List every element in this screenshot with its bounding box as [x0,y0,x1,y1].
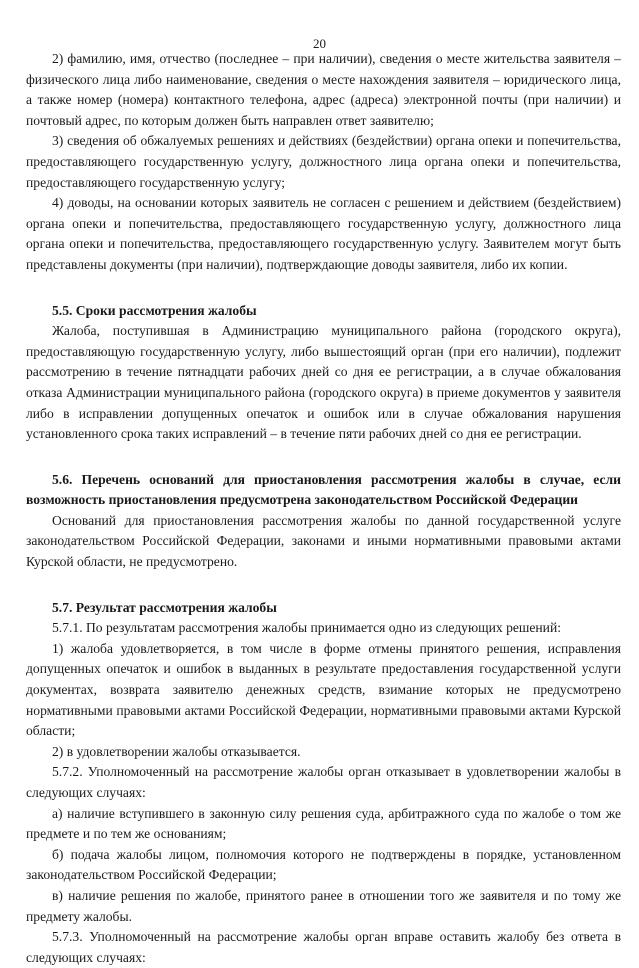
paragraph-refusal-b: б) подача жалобы лицом, полномочия которого не подтверждены в порядке, установленном законодательством Российской Федерации; [26,846,621,883]
paragraph-decision-1: 1) жалоба удовлетворяется, в том числе в форме отмены принятого решения, исправления допущенных опечаток и ошибок в выданных в результате предоставления государственной услуги документах, возврата заявителю денежных средств, взимание которых не предусмотрено нормативными правовыми актами Российской Федерации, нормативными правовыми актами Курской области; [26,640,621,739]
paragraph-5-7-2: 5.7.2. Уполномоченный на рассмотрение жалобы орган отказывает в удовлетворении жалобы в следующих случаях: [26,764,621,800]
paragraph-5-7-3: 5.7.3. Уполномоченный на рассмотрение жалобы орган вправе оставить жалобу без ответа в следующих случаях: [26,929,621,965]
paragraph-decision-2: 2) в удовлетворении жалобы отказывается. [52,743,301,759]
spacer [26,276,621,301]
spacer [26,445,621,470]
paragraph-item-3: 3) сведения об обжалуемых решениях и действиях (бездействии) органа опеки и попечительства, предоставляющего государственную услугу, должностного лица органа опеки и попечительства, предоставляющего государственную услугу; [26,133,621,190]
page-number: 20 [313,36,326,51]
section-heading-5-7: 5.7. Результат рассмотрения жалобы [52,599,277,615]
spacer [26,573,621,598]
section-heading-5-6: 5.6. Перечень оснований для приостановления рассмотрения жалобы в случае, если возможность приостановления предусмотрена законодательством Российской Федерации [26,471,621,508]
paragraph-refusal-c: в) наличие решения по жалобе, принятого ранее в отношении того же заявителя и по тому же предмету жалобы. [26,887,621,924]
paragraph-item-2: 2) фамилию, имя, отчество (последнее – при наличии), сведения о месте жительства заявителя – физического лица либо наименование, сведения о месте нахождения заявителя – юридического лица, а также номер (номера) контактного телефона, адрес (адреса) электронной почты (при наличии) и почтовый адрес, по которым должен быть направлен ответ заявителю; [26,51,621,128]
paragraph-5-7-1: 5.7.1. По результатам рассмотрения жалобы принимается одно из следующих решений: [52,620,562,636]
section-heading-5-5: 5.5. Сроки рассмотрения жалобы [52,302,257,318]
paragraph-item-4: 4) доводы, на основании которых заявитель не согласен с решением и действием (бездействием) органа опеки и попечительства, предоставляющего государственную услугу, должностного лица органа опеки и попечительства, предоставляющего государственную услугу. Заявителем могут быть представлены документы (при наличии), подтверждающие доводы заявителя, либо их копии. [26,195,621,272]
paragraph-suspension-grounds: Оснований для приостановления рассмотрения жалобы по данной государственной услуге законодательством Российской Федерации, законами и иными нормативными правовыми актами Курской области, не предусмотрено. [26,512,621,570]
paragraph-refusal-a: а) наличие вступившего в законную силу решения суда, арбитражного суда по жалобе о том же предмете и по тем же основаниям; [26,805,621,842]
paragraph-review-terms: Жалоба, поступившая в Администрацию муниципального района (городского округа), предоставляющую государственную услугу, либо вышестоящий орган (при его наличии), подлежит рассмотрению в течение пятнадцати рабочих дней со дня ее регистрации, а в случае обжалования отказа Администрации муниципального района (городского округа) в приеме документов у заявителя либо в исправлении допущенных опечаток и ошибок или в случае обжалования нарушения установленного срока таких исправлений – в течение пяти рабочих дней со дня ее регистрации. [26,323,621,442]
document-body [26,49,621,968]
